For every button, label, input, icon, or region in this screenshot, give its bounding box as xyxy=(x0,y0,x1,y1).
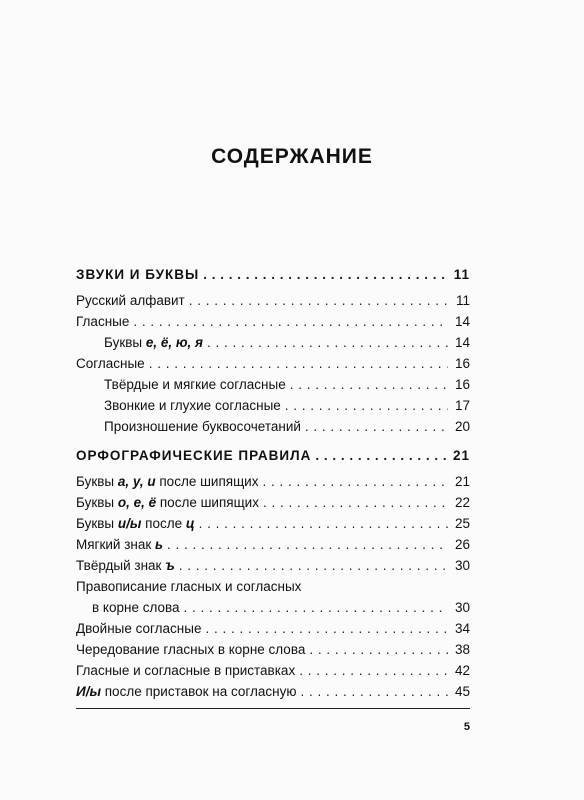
dot-leader xyxy=(305,418,448,436)
label-text: Твёрдый знак xyxy=(76,558,166,573)
label-emphasis: И/ы xyxy=(76,684,101,699)
label-emphasis: о, е, ё xyxy=(117,495,157,510)
toc-page-number: 16 xyxy=(454,377,470,392)
label-text: Буквы xyxy=(104,335,146,350)
toc-entry xyxy=(76,416,470,436)
dot-leader xyxy=(205,620,448,638)
dot-leader xyxy=(184,599,448,617)
dot-leader xyxy=(290,376,448,394)
toc-entry-label: Согласные xyxy=(76,356,145,371)
toc-page-number: 38 xyxy=(454,642,470,657)
dot-leader xyxy=(149,355,448,373)
dot-leader xyxy=(189,292,448,310)
toc-page-number: 34 xyxy=(454,621,470,636)
dot-leader xyxy=(299,662,448,680)
toc-entry-label: в корне слова xyxy=(92,600,180,615)
label-text: после приставок на согласную xyxy=(101,684,297,699)
toc-entry-label: ЗВУКИ И БУКВЫ xyxy=(76,267,200,282)
label-emphasis: ь xyxy=(155,537,164,552)
toc-entry-label xyxy=(76,515,195,533)
toc-page-number: 14 xyxy=(454,314,470,329)
toc-entry-label xyxy=(76,473,258,491)
toc-entry-label: ОРФОГРАФИЧЕСКИЕ ПРАВИЛА xyxy=(76,448,312,463)
toc-entry-label xyxy=(76,494,259,512)
toc-entry xyxy=(76,618,470,638)
toc-page-number: 21 xyxy=(454,474,470,489)
dot-leader xyxy=(301,683,448,701)
toc-entry xyxy=(76,374,470,394)
dot-leader xyxy=(199,515,448,533)
toc-section-sounds-letters xyxy=(76,264,470,284)
toc-entry xyxy=(76,513,470,533)
label-text: после шипящих xyxy=(155,474,259,489)
toc-entry xyxy=(76,290,470,310)
toc-entry-label: Русский алфавит xyxy=(76,293,185,308)
toc-entry xyxy=(76,492,470,512)
dot-leader xyxy=(263,494,448,512)
toc-page-number: 14 xyxy=(454,335,470,350)
toc-entry xyxy=(76,395,470,415)
label-emphasis: а, у, и xyxy=(117,474,156,489)
label-text: после шипящих xyxy=(156,495,259,510)
dot-leader xyxy=(179,557,448,575)
label-text: Буквы xyxy=(76,516,118,531)
toc-entry xyxy=(76,353,470,373)
label-emphasis: ц xyxy=(185,516,195,531)
toc-entry-label: Правописание гласных и согласных xyxy=(76,579,302,594)
toc-page-number: 25 xyxy=(454,516,470,531)
toc-entry xyxy=(76,555,470,575)
toc-entry-label: Звонкие и глухие согласные xyxy=(104,398,281,413)
toc-entry-label: Двойные согласные xyxy=(76,621,202,636)
toc-page-number: 21 xyxy=(452,448,470,463)
toc-page-number: 30 xyxy=(454,558,470,573)
toc-entry-label: Произношение буквосочетаний xyxy=(104,419,301,434)
toc-entry-label: Гласные xyxy=(76,314,130,329)
toc-page-number: 11 xyxy=(455,293,470,308)
page-number: 5 xyxy=(463,721,470,733)
toc-entry-label: Твёрдые и мягкие согласные xyxy=(104,377,286,392)
toc-page-number: 17 xyxy=(454,398,470,413)
label-emphasis: и/ы xyxy=(117,516,142,531)
label-emphasis: ъ xyxy=(165,558,175,573)
label-text: Мягкий знак xyxy=(76,537,156,552)
toc-entry-label: Чередование гласных в корне слова xyxy=(76,642,306,657)
dot-leader xyxy=(285,397,448,415)
toc-page-number: 22 xyxy=(454,495,470,510)
toc-entry-label xyxy=(76,683,297,701)
toc-entry-line2 xyxy=(76,597,470,617)
toc-entry-label xyxy=(76,557,175,575)
dot-leader xyxy=(309,641,448,659)
toc-page-number: 30 xyxy=(454,600,470,615)
toc-entry-label xyxy=(76,536,163,554)
dot-leader xyxy=(203,266,448,284)
toc-entry xyxy=(76,660,470,680)
dot-leader xyxy=(262,473,448,491)
toc-entry xyxy=(76,534,470,554)
toc-page-number: 26 xyxy=(454,537,470,552)
label-text: Буквы xyxy=(76,495,118,510)
toc-entry xyxy=(76,639,470,659)
toc-page-number: 20 xyxy=(454,419,470,434)
page-title: СОДЕРЖАНИЕ xyxy=(211,145,373,168)
toc-entry xyxy=(76,311,470,331)
toc-page-number: 42 xyxy=(454,663,470,678)
toc-page-number: 16 xyxy=(454,356,470,371)
footer-rule xyxy=(76,708,470,709)
toc-entry xyxy=(76,332,470,352)
label-emphasis: е, ё, ю, я xyxy=(145,335,204,350)
label-text: Буквы xyxy=(76,474,118,489)
label-text: после xyxy=(141,516,186,531)
toc-entry xyxy=(76,471,470,491)
toc-entry-label: Гласные и согласные в приставках xyxy=(76,663,296,678)
toc-entry xyxy=(76,681,470,701)
toc-section-spelling-rules xyxy=(76,445,470,465)
toc-page-number: 45 xyxy=(454,684,470,699)
dot-leader xyxy=(315,447,448,465)
toc-page-number: 11 xyxy=(453,267,470,282)
dot-leader xyxy=(207,334,448,352)
dot-leader xyxy=(167,536,448,554)
toc-entry-label xyxy=(76,334,203,352)
dot-leader xyxy=(133,313,448,331)
toc-entry-line1 xyxy=(76,576,470,596)
